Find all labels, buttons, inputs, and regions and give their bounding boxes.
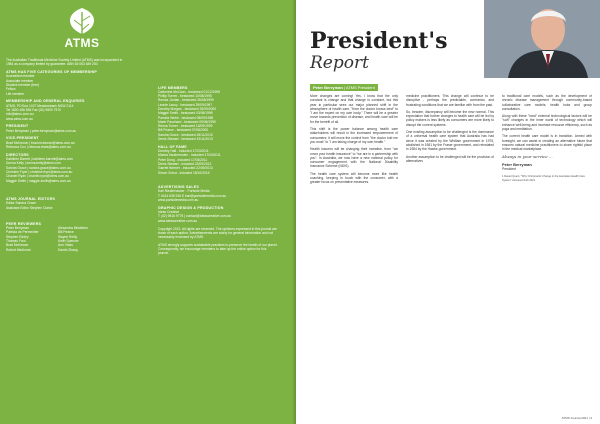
report-page (296, 0, 600, 424)
paragraph: The health care system will become more like health coaching, keeping in touch with the consumer, with a greater focus on preventative measures. (310, 171, 398, 185)
masthead-column-a (6, 58, 126, 252)
advertising-heading: ADVERTISING SALES (158, 184, 199, 189)
list-item: Sandra Grace - bestowed 18/11/2010 (158, 132, 213, 137)
director-contact: Maggie Smith | maggie.smith@atms.com.au (6, 178, 71, 183)
list-item: Keith Spencer (58, 239, 79, 243)
signature-role: President (502, 167, 516, 172)
page-title: President's (310, 28, 448, 54)
list-item: Marisa Vandermolen - inducted 17/03/2011 (158, 153, 221, 158)
list-item: Life member (6, 91, 25, 96)
byline-role: ATMS President (345, 85, 375, 90)
paragraph: Another assumption to be challenged will be the provision of alternatives (406, 154, 494, 163)
paragraph: So, beware, discrepancy will become the new normal. This expectation that further changes to health care will be led by policy makers is less likely as consumers are more likely to disrupt the current systems. (406, 109, 494, 127)
list-item: Ann Vlass (58, 243, 73, 248)
list-item: Bill Pearce - bestowed 07/08/2000 (158, 128, 209, 133)
masthead-column-b (158, 82, 278, 256)
list-item: Reima Turner - bestowed 18/09/1999 (158, 124, 213, 129)
masthead-page (0, 0, 296, 424)
list-item: Stephen Eddey (6, 234, 29, 239)
list-item: Bill Pearce (58, 230, 74, 235)
list-item: Garrett Werner - inducted 22/09/2013 (158, 166, 213, 171)
list-item: Robert Medhurst (6, 247, 31, 252)
paragraph: More changes are coming! Yes, I know that the only constant is change and that change is constant, but this year in particular sees our major planned shift in the atmosphere of health care, "from the doctor knows best" to "I am the expert on my own body." There will be a greater move towards prevention of disease, and health care will be for the benefit of all. (310, 94, 398, 124)
list-item: Peter Dong - inducted 17/03/2011 (158, 157, 208, 162)
contact-phone: Tel 1800 456 855 Fax (02) 9809 7570 (6, 107, 61, 112)
journal-editors-heading: ATMS JOURNAL EDITORS (6, 196, 56, 201)
design-contact: Ideas Creative (158, 209, 180, 214)
paragraph: The current health care model is in transition. Armed with foresight, we can assist in creating an alternative future that ensures natural medicine practitioners to share rightful place in the medical marketplace. (502, 134, 592, 152)
sign-off: Always in your service ... (502, 153, 553, 159)
president-portrait (484, 0, 600, 78)
enquiries-heading: MEMBERSHIP AND GENERAL ENQUIRIES (6, 99, 85, 104)
list-item: Dorothy Morgan - bestowed 25/09/2000 (158, 106, 217, 111)
list-item: Brad McKeown (6, 243, 29, 248)
list-item: Dorothy Hall - inducted 17/03/2011 (158, 149, 209, 154)
paragraph: Along with these "hard" external technological factors will be "soft" changes in the inner world of technology which will enhance well-being and increase resource efficiency, such as yoga and meditation. (502, 114, 592, 132)
contact-website-link[interactable]: www.atms.com.au (6, 116, 33, 121)
director-contact: Chantel Ryan | chantel.ryan@atms.com.au (6, 174, 69, 179)
list-item: Patricia de Permentier (6, 230, 39, 235)
portrait-photo (484, 0, 600, 78)
list-item: Peter Berryman (6, 226, 30, 231)
vice-president-heading: VICE-PRESIDENT (6, 136, 39, 141)
list-item: Pamela Webb - bestowed 08/09/1998 (158, 115, 214, 120)
journal-editor: Assistant Editor Stephen Clarke (6, 205, 53, 210)
life-members-heading: LIFE MEMBERS (158, 85, 188, 90)
list-item: Student member (free) (6, 82, 40, 87)
president-heading: PRESIDENT (6, 124, 29, 129)
page-folio: ATMS Journal 2021 | 3 (561, 416, 592, 420)
design-contact: T (02) 9816 9775 | contact@ideascreative.com.au (158, 214, 232, 219)
atms-logo (52, 6, 112, 50)
logo-text: ATMS (64, 36, 100, 50)
paragraph: One existing assumption to be challenged is the dominance of a universal health care system that Australia has had since it was created by the Whitlam government in 1975, abolished in 1981 by the Fraser government, and reinstated in 1984 by the Hawke government. (406, 130, 494, 152)
contact-address: ATMS, PO Box 1027 Meadowbank NSW 2114 (6, 103, 74, 108)
contact-email-link[interactable]: info@atms.com.au (6, 112, 34, 117)
peer-reviewers-list (6, 226, 126, 252)
president-contact: Peter Berryman | peter.berryman@atms.com.au (6, 128, 77, 133)
list-item: Thomas Ford (6, 239, 26, 243)
list-item: Ronica Jordan - bestowed 26/08/1999 (158, 98, 214, 103)
footnote: 1 Daniel Quant, "Why Chiropractic Change in the Australian Health Care System" Accessed Feb 2021. (502, 175, 585, 182)
list-item: Fellow (6, 87, 16, 92)
director-contact: Kathleen Barrett | kathleen.barrett@atms.com (6, 157, 74, 162)
page-subtitle: Report (310, 53, 369, 73)
list-item: Accredited member (6, 74, 35, 79)
paragraph: This shift is the power balance among health care stakeholders will result in the increased empowerment of consumers; it will move the control from "the doctor told me you must" to "I am taking charge of my own health." (310, 127, 398, 144)
directors-heading: DIRECTORS (6, 152, 29, 157)
director-contact: Donna Kelly | donna.kelly@atms.com (6, 161, 61, 166)
byline-separator: | (343, 85, 346, 90)
advertising-contact: Kari Niederhauser - Portside Media (158, 189, 210, 194)
list-item: Leonie Lavoy - bestowed 29/09/1997 (158, 102, 213, 107)
advertising-contact: T 0414 635 936 E kari@portsidemedia.com.au (158, 193, 227, 198)
design-website-link[interactable]: www.ideascreative.com.au (158, 218, 198, 223)
list-item: Denis Stewart - inducted 23/09/2012 (158, 162, 212, 167)
article-column-2 (406, 94, 494, 166)
list-item: Marie Pauchard - bestowed 09/06/1999 (158, 119, 216, 124)
vice-president-contact: Brad McKeown | brad.mckeown@atms.com.au (6, 140, 75, 145)
article-column-3 (502, 94, 592, 182)
advertising-website-link[interactable]: www.portsidemedia.com.au (158, 197, 199, 202)
director-contact: Sandra Grace | sandra.grace@atms.com.au (6, 165, 71, 170)
copyright-text: Copyright 2021. All rights are reserved. The opinions expressed in this journal are those of each author. Advertisements are solely for general information and not necessarily endorsed by ATMS. (158, 226, 277, 240)
sustainability-text: ATMS strongly supports sustainable practices to preserve the health of our planet. Consequently, we encourage members to take up the online option for this journal. (158, 242, 278, 256)
design-heading: GRAPHIC DESIGN & PRODUCTION (158, 205, 224, 210)
peer-reviewers-heading: PEER REVIEWERS (6, 221, 42, 226)
membership-heading: ATMS HAS FIVE CATEGORIES OF MEMBERSHIP (6, 70, 97, 75)
list-item: Phillip Turner - bestowed 10/08/1995 (158, 94, 212, 99)
article-column-1 (310, 94, 398, 188)
list-item: Associate member (6, 78, 34, 83)
signature-name: Peter Berryman (502, 161, 532, 167)
byline-tag (310, 84, 378, 91)
list-item: Catherine McCann - bestowed 01/12/1998 (158, 89, 220, 94)
list-item: Wayne Reilly (58, 234, 78, 239)
vice-president-contact: Rebecca Cox | rebecca.lewis@atms.com.au (6, 145, 71, 150)
list-item: Denis Stewart - bestowed 19/11/2013 (158, 137, 213, 142)
paragraph: Health insurers will be changing their narrative, from "we cover your health insurance" to "we are in a partnership with you". In Australia, we now have a new national policy for consumer engagement with the National Disability Insurance Scheme (NDIS). (310, 147, 398, 169)
list-item: Daniel Zhang (58, 247, 78, 252)
hall-of-fame-heading: HALL OF FAME (158, 144, 187, 149)
intro-text: The Australian Traditional-Medicine Society Limited (ATMS) was incorporated in 1984 as a company limited by guarantee. ABN 63 063 849 253 (6, 58, 123, 67)
paragraph: to traditional care models, such as the development of chronic disease management through community-based collaborative care models, health hubs and group consultation. (502, 94, 592, 111)
leaf-icon (61, 6, 103, 36)
list-item: Alexandra Middleton (58, 226, 89, 231)
paragraph: medicine practitioners. This change will continue to be disruptive - perhaps the predictable, contrarian, and frustrating conditions that we are familiar with from the past. (406, 94, 494, 107)
membership-list (6, 74, 126, 95)
list-item: Maggie Smith - bestowed 03/08/1998 (158, 111, 213, 116)
byline-name: Peter Berryman (313, 85, 343, 90)
director-contact: Christine Fryer | christine.fryer@atms.com.au (6, 170, 73, 175)
journal-editor: Editor Sandra Grace (6, 201, 37, 206)
list-item: Simon Schut - inducted 18/10/2015 (158, 170, 210, 175)
